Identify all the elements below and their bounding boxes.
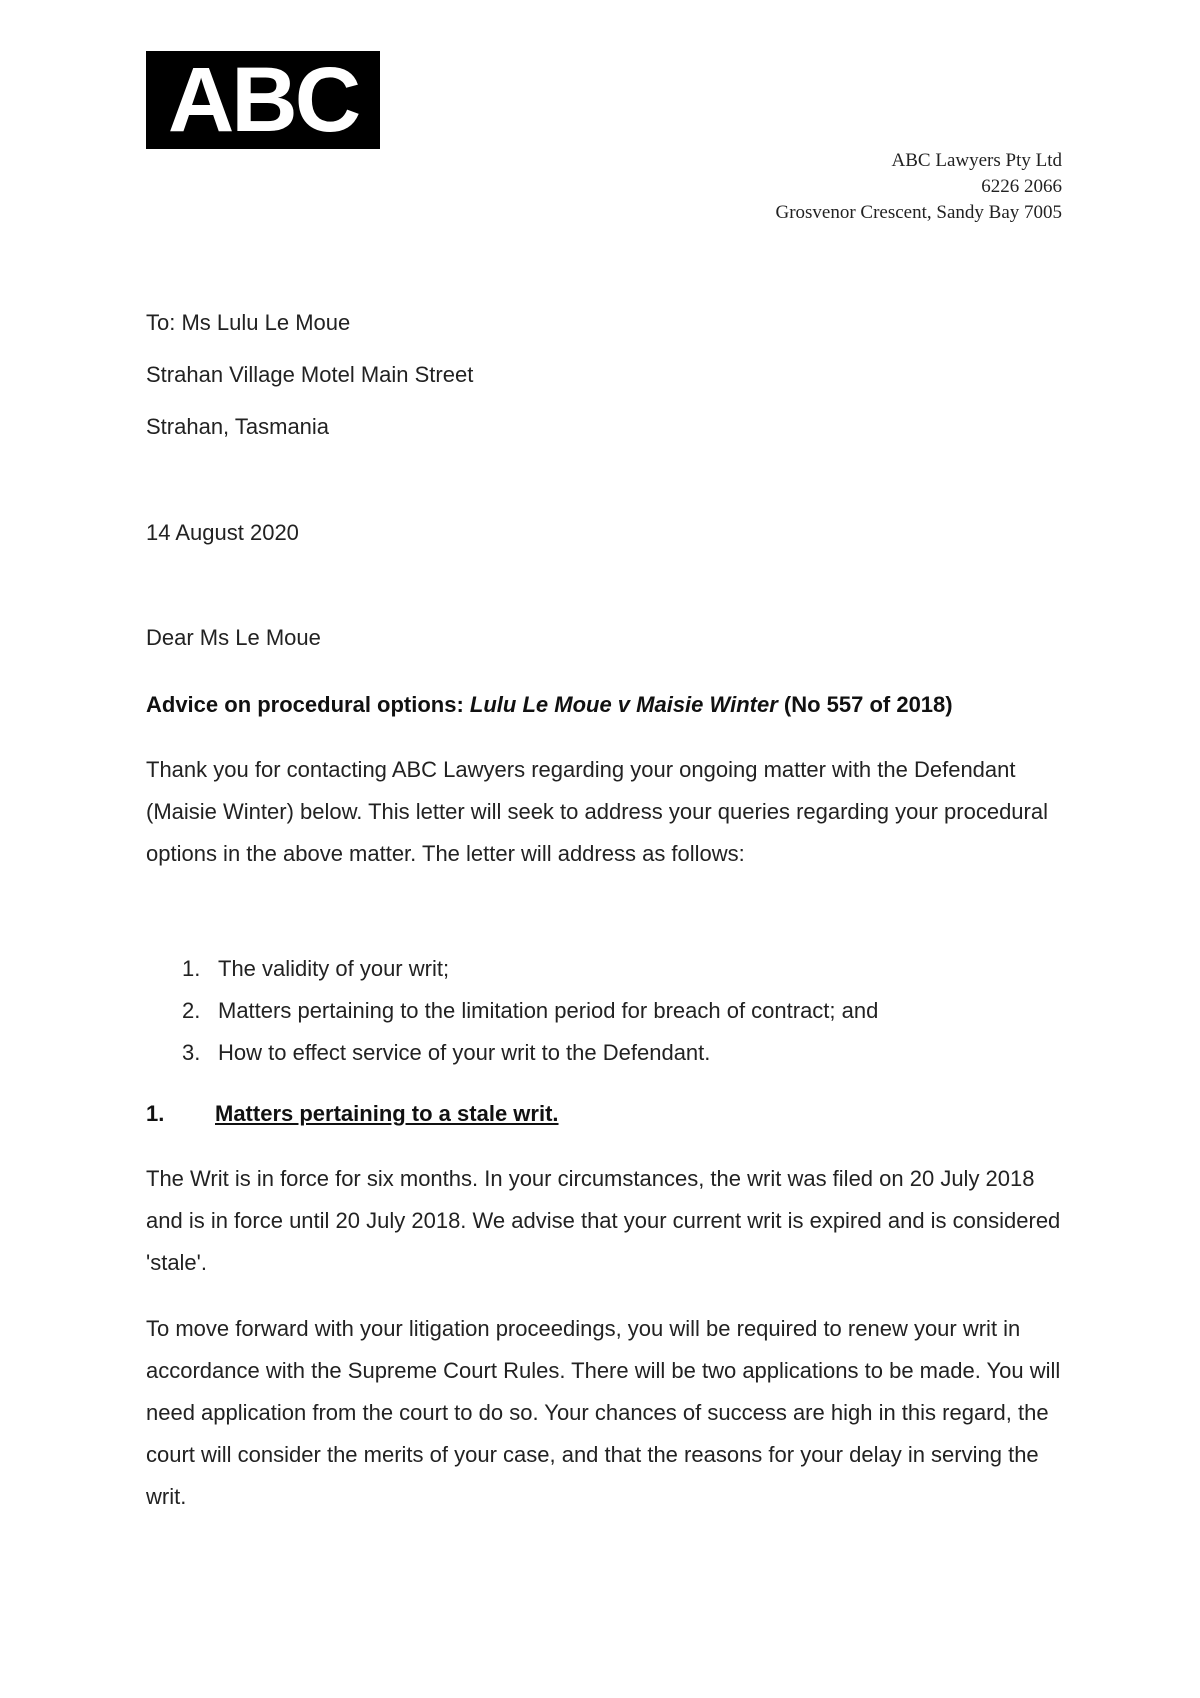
list-item-text: The validity of your writ; bbox=[218, 956, 450, 981]
salutation: Dear Ms Le Moue bbox=[146, 625, 321, 650]
intro-paragraph: Thank you for contacting ABC Lawyers regarding your ongoing matter with the Defendant (Maisie Winter) below. This letter will seek to address your queries regarding your procedural options in the above matter. The letter will address as follows: bbox=[146, 757, 1048, 866]
list-item bbox=[146, 990, 1066, 1032]
topics-list bbox=[146, 948, 1066, 1074]
firm-phone: 6226 2066 bbox=[981, 176, 1062, 197]
recipient-to: To: Ms Lulu Le Moue bbox=[146, 310, 351, 335]
section-1-paragraph-2: To move forward with your litigation proceedings, you will be required to renew your writ in accordance with the Supreme Court Rules. There will be two applications to be made. You will need application from the court to do so. Your chances of success are high in this regard, the court will consider the merits of your case, and that the reasons for your delay in serving the writ. bbox=[146, 1316, 1061, 1509]
subject-case-name: Lulu Le Moue v Maisie Winter bbox=[469, 692, 778, 717]
section-1-title: Matters pertaining to a stale writ. bbox=[215, 1101, 559, 1126]
list-item-number: 1. bbox=[182, 956, 201, 981]
recipient-address-line2: Strahan, Tasmania bbox=[146, 414, 330, 439]
subject-suffix: (No 557 of 2018) bbox=[777, 692, 953, 717]
list-item-text: How to effect service of your writ to the Defendant. bbox=[218, 1040, 711, 1065]
logo-text: ABC bbox=[167, 49, 359, 151]
firm-details bbox=[775, 148, 1062, 226]
subject-heading bbox=[146, 692, 953, 718]
section-1-paragraph-1: The Writ is in force for six months. In your circumstances, the writ was filed on 20 July 2018 and is in force until 20 July 2018. We advise that your current writ is expired and is considered 'stale'. bbox=[146, 1166, 1061, 1275]
list-item-text: Matters pertaining to the limitation period for breach of contract; and bbox=[218, 998, 879, 1023]
recipient-block bbox=[146, 310, 473, 466]
letter-date: 14 August 2020 bbox=[146, 520, 299, 545]
recipient-address-line1: Strahan Village Motel Main Street bbox=[146, 362, 474, 387]
section-1-heading bbox=[146, 1101, 559, 1127]
firm-address: Grosvenor Crescent, Sandy Bay 7005 bbox=[775, 202, 1062, 223]
abc-logo bbox=[146, 51, 380, 149]
list-item bbox=[146, 1032, 1066, 1074]
list-item-number: 2. bbox=[182, 998, 201, 1023]
subject-prefix: Advice on procedural options: bbox=[146, 692, 470, 717]
list-item bbox=[146, 948, 1066, 990]
list-item-number: 3. bbox=[182, 1040, 201, 1065]
firm-name: ABC Lawyers Pty Ltd bbox=[891, 150, 1062, 171]
section-1-number: 1. bbox=[146, 1101, 165, 1126]
